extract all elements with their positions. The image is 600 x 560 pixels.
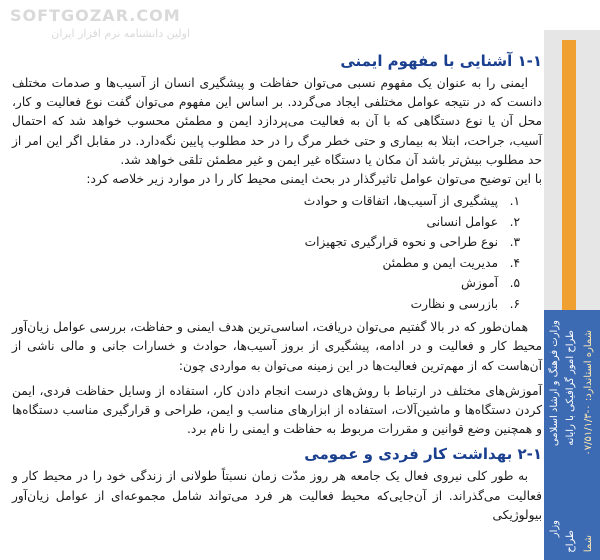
sidebar-ministry-text-bottom: وزار	[549, 520, 560, 538]
list-item-number: ۴.	[509, 255, 520, 270]
list-item	[12, 253, 520, 274]
watermark-logo: SOFTGOZAR.COM	[10, 6, 181, 25]
section-1-paragraph-3: آموزش‌های مختلف در ارتباط با روش‌های درست انجام دادن کار، استفاده از وسایل حفاظت فردی، ایمن کردن دستگاه‌ها و ماشین‌آلات، استفاده از ابزارهای مناسب و ایمن، طراحی و قرارگیری مناسب دستگاه‌ها و همچنین وضع قوانین و مقررات مربوط به حفاظت و ایمنی را نام برد.	[12, 383, 542, 437]
sidebar-ministry-text: وزارت فرهنگ و ارشاد اسلامی	[549, 320, 560, 447]
document-body	[12, 50, 542, 525]
section-1-paragraph-2: همان‌طور که در بالا گفتیم می‌توان دریافت، اساسی‌ترین هدف ایمنی و حفاظت، بررسی عوامل زیان‌آور محیط کار و فعالیت و در ادامه، پیشگیری از بروز آسیب‌ها، حوادث و خسارات جانی و مالی ناشی از آن‌هاست که از مهم‌ترین فعالیت‌ها در این زمینه می‌توان به مواردی چون:	[12, 320, 542, 373]
list-item-number: ۳.	[509, 235, 520, 250]
list-item-text: پیشگیری از آسیب‌ها، اتفاقات و حوادث	[303, 194, 498, 209]
list-item-number: ۵.	[509, 276, 520, 291]
sidebar-course-text: طراح امور گرافیکی با رایانه	[565, 330, 576, 446]
sidebar-course-text-bottom: طراح	[565, 530, 576, 553]
section-1-intro: با این توضیح می‌توان عوامل تاثیرگذار در بحث ایمنی محیط کار را در موارد زیر خلاصه کرد:	[86, 172, 542, 187]
watermark	[10, 6, 190, 40]
list-item-number: ۲.	[509, 214, 520, 229]
section-1-paragraph-1: ایمنی را به عنوان یک مفهوم نسبی می‌توان حفاظت و پیشگیری انسان از آسیب‌ها و صدمات مختلف دانست که در نتیجه عوامل مختلفی ایجاد می‌گردد. بر اساس این مفهوم می‌توان گفت نوع فعالیت و کار، محل آن یا نوع دستگاهی که با آن به فعالیت می‌پردازد ایمن و مطمئن محسوب خواهد شد که احتمال آسیب، جراحت، ابتلا به بیماری و حتی خطر مرگ را در حد مطلوب پایین نگه‌دارد. در مقابل اگر این امر از حد مطلوب بیش‌تر باشد آن مکان یا دستگاه غیر ایمن و غیر مطمئن تلقی خواهد شد.	[12, 76, 542, 167]
list-item	[12, 273, 520, 294]
list-item-text: نوع طراحی و نحوه قرارگیری تجهیزات	[304, 235, 498, 250]
list-item-text: بازرسی و نظارت	[410, 296, 498, 311]
list-item	[12, 191, 520, 212]
list-item	[12, 212, 520, 233]
list-item-text: آموزش	[461, 276, 498, 291]
list-item	[12, 294, 520, 315]
section-2-paragraph-1: به طور کلی نیروی فعال یک جامعه هر روز مدّت زمان نسبتاً طولانی از زندگی خود را در محیط کار و فعالیت می‌گذراند. از آن‌جایی‌که محیط فعالیت هر فرد می‌تواند شامل مجموعه‌ای از عوامل زیان‌آور بیولوژیکی	[12, 469, 542, 522]
sidebar-standard-text: شماره استاندارد: ۰-۰۷/۵۱/۱/۳	[583, 330, 594, 456]
list-item-number: ۶.	[509, 296, 520, 311]
watermark-subtitle: اولین دانشنامه نرم افزار ایران	[51, 27, 190, 40]
sidebar-standard-text-bottom: شما	[583, 535, 594, 553]
list-item-text: مدیریت ایمن و مطمئن	[382, 255, 498, 270]
decorative-sidebar	[544, 30, 600, 560]
list-item	[12, 232, 520, 253]
safety-factors-list	[12, 191, 542, 314]
section-2-heading: ۲-۱ بهداشت کار فردی و عمومی	[304, 445, 542, 464]
sidebar-orange-band	[562, 40, 576, 320]
section-1-heading: ۱-۱ آشنایی با مفهوم ایمنی	[340, 52, 542, 70]
list-item-number: ۱.	[509, 194, 520, 209]
list-item-text: عوامل انسانی	[426, 214, 498, 229]
